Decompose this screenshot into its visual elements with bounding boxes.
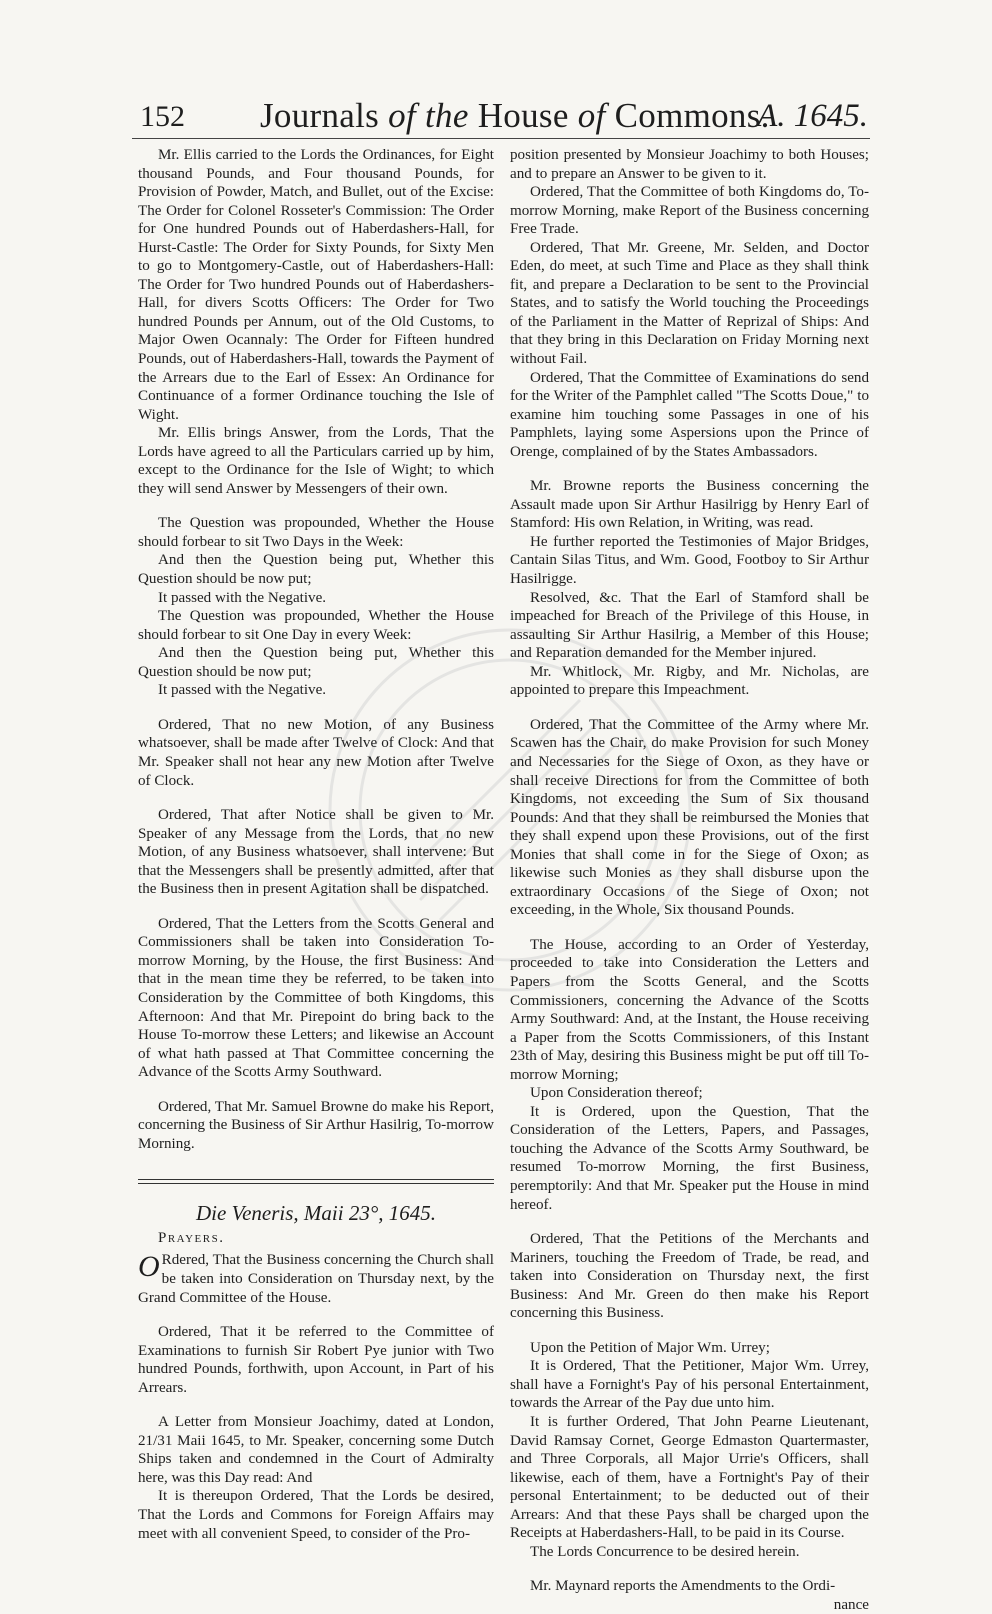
section-divider <box>138 1179 494 1180</box>
entry-paragraph: Resolved, &c. That the Earl of Stamford shall be impeached for Breach of the Privilege of this House, in assaulting Sir Arthur Hasilrig, a Member of this House; and Reparation demanded for the Member injured. <box>510 589 869 662</box>
entry-paragraph: The Lords Concurrence to be desired herein. <box>530 1543 800 1560</box>
title-word-house: House <box>477 96 569 135</box>
entry-paragraph: Mr. Ellis carried to the Lords the Ordinances, for Eight thousand Pounds, and Four thousand Pounds, for Provision of Powder, Match, and Bullet, out of the Excise: The Order for Colonel Rosseter's Commission: The Order for One hundred Pounds out of Haberdashers-Hall, for Hurst-Castle: The Order for Sixty Pounds, for Sixty Men to go to Montgomery-Castle, out of Haberdashers-Hall: The Order for Two hundred Pounds out of Haberdashers-Hall, for divers Scotts Officers: The Order for Two hundred Pounds per Annum, out of the Old Customs, to Major Owen Ocannaly: The Order for Fifteen hundred Pounds, out of Haberdashers-Hall, towards the Payment of the Arrears due to the Earl of Essex: An Ordinance for Continuance of a former Ordinance touching the Isle of Wight. <box>138 147 494 423</box>
entry-paragraph: Ordered, That the Committee of both Kingdoms do, To-morrow Morning, make Report of the Business concerning Free Trade. <box>510 184 869 238</box>
entry-paragraph: Upon Consideration thereof; <box>530 1085 703 1102</box>
entry-paragraph: Ordered, That the Committee of the Army where Mr. Scawen has the Chair, do make Provision for such Money and Necessaries for the Siege of Oxon, as they have or shall receive Directions for from the Committee of both Kingdoms, not exceeding the Sum of Six thousand Pounds: And that they shall be reimbursed the Monies that they shall expend upon these Provisions, out of the first Monies that shall come in for the Siege of Oxon; as likewise such Monies as they shall disburse upon the extraordinary Occasions of the Siege of Oxon; not exceeding, in the Whole, Six thousand Pounds. <box>510 716 869 919</box>
entry-paragraph: Ordered, That Mr. Greene, Mr. Selden, and Doctor Eden, do meet, at such Time and Place as they shall think fit, and prepare a Declaration to be sent to the Provincial States, and to satisfy the World touching the Proceedings of the Parliament in the Matter of Reprizal of Ships: And that they bring in this Declaration on Friday Morning next without Fail. <box>510 239 869 368</box>
entry-paragraph: position presented by Monsieur Joachimy to both Houses; and to prepare an Answer to be given to it. <box>510 147 869 182</box>
entry-paragraph: Ordered, That the Petitions of the Merchants and Mariners, touching the Freedom of Trade, be read, and taken into Consideration on Thursday next, the first Business: And Mr. Green do then make his Report concerning this Business. <box>510 1231 869 1322</box>
running-header <box>132 86 870 139</box>
entry-paragraph: Upon the Petition of Major Wm. Urrey; <box>530 1339 770 1356</box>
journal-title <box>260 96 770 136</box>
prayers-label: Prayers. <box>158 1229 225 1246</box>
title-word-of: of <box>577 96 606 135</box>
entry-paragraph: It passed with the Negative. <box>158 682 327 699</box>
title-word-of-the: of the <box>388 96 469 135</box>
entry-paragraph: Ordered, That the Letters from the Scotts General and Commissioners shall be taken into Consideration To-morrow Morning, by the House, the first Business: And that in the mean time they be referred, to be taken into Consideration by the Committee of both Kingdoms, this Afternoon: And that Mr. Pirepoint do bring back to the House To-morrow these Letters; and likewise an Account of what hath passed at That Committee concerning the Advance of the Scotts Army Southward. <box>138 915 494 1081</box>
title-word-commons: Commons. <box>614 96 770 135</box>
entry-paragraph: Ordered, That no new Motion, of any Business whatsoever, shall be made after Twelve of Clock: And that Mr. Speaker shall not hear any new Motion after Twelve of Clock. <box>138 716 494 789</box>
entry-paragraph: It passed with the Negative. <box>158 589 327 606</box>
title-word-journals: Journals <box>260 96 380 135</box>
entry-paragraph: It is Ordered, That the Petitioner, Major Wm. Urrey, shall have a Fornight's Pay of his personal Entertainment, towards the Arrear of the Pay due unto him. <box>510 1358 869 1412</box>
entry-paragraph: Ordered, That it be referred to the Committee of Examinations to furnish Sir Robert Pye junior with Two hundred Pounds, forthwith, upon Account, in Part of his Arrears. <box>138 1324 494 1396</box>
section-divider <box>138 1183 494 1184</box>
entry-paragraph: Ordered, That Mr. Samuel Browne do make his Report, concerning the Business of Sir Arthur Hasilrig, To-morrow Morning. <box>138 1098 494 1152</box>
entry-paragraph: The Question was propounded, Whether the House should forbear to sit Two Days in the Week: <box>138 515 494 550</box>
entry-paragraph: The House, according to an Order of Yesterday, proceeded to take into Consideration the Letters and Papers from the Scotts General, and the Scotts Commissioners, concerning the Advance of the Scotts Army Southward: And, at the Instant, the House receiving a Paper from the Scotts Commissioners, of this Instant 23th of May, desiring this Business might be put off till To-morrow Morning; <box>510 936 869 1083</box>
entry-paragraph: And then the Question being put, Whether this Question should be now put; <box>138 552 494 588</box>
entry-paragraph: It is thereupon Ordered, That the Lords be desired, That the Lords and Commons for Foreign Affairs may meet with all convenient Speed, to consider of the Pro- <box>138 1488 494 1542</box>
entry-paragraph: Mr. Maynard reports the Amendments to the Ordi- <box>530 1578 836 1595</box>
entry-paragraph: It is further Ordered, That John Pearne Lieutenant, David Ramsay Cornet, George Edmaston Quartermaster, and Three Corporals, all Major Urrie's Officers, shall likewise, each of them, have a Fortnight's Pay of their personal Entertainment; to be deducted out of their Arrears: And that these Pays shall be charged upon the Receipts at Haberdashers-Hall, to be paid in its Course. <box>510 1414 869 1542</box>
entry-paragraph: The Question was propounded, Whether the House should forbear to sit One Day in every Week: <box>138 608 494 643</box>
left-column <box>138 146 494 1543</box>
entry-paragraph: Ordered, That the Committee of Examinations do send for the Writer of the Pamphlet called "The Scotts Doue," to examine him touching some Passages in one of his Pamphlets, laying some Aspersions upon the Prince of Orenge, complained of by the States Ambassadors. <box>510 369 869 460</box>
entry-paragraph: It is Ordered, upon the Question, That the Consideration of the Letters, Papers, and Passages, touching the Advance of the Scotts Army Southward, be resumed To-morrow Morning, the first Business, peremptorily: And that Mr. Speaker put the House in mind hereof. <box>510 1103 869 1213</box>
year-label: A. 1645. <box>757 98 868 134</box>
entry-paragraph <box>138 1251 494 1307</box>
entry-paragraph: And then the Question being put, Whether this Question should be now put; <box>138 645 494 680</box>
day-heading: Die Veneris, Maii 23°, 1645. <box>196 1201 436 1226</box>
catchword: nance <box>833 1596 869 1613</box>
entry-paragraph: Ordered, That after Notice shall be given to Mr. Speaker of any Message from the Lords, that no new Motion, of any Business whatsoever, shall intervene: But that the Messengers shall be presently admitted, after that the Business then in present Agitation shall be dispatched. <box>138 807 494 898</box>
entry-paragraph: He further reported the Testimonies of Major Bridges, Cantain Silas Titus, and Wm. Good, Footboy to Sir Arthur Hasilrigge. <box>510 533 869 588</box>
entry-paragraph: Mr. Ellis brings Answer, from the Lords, That the Lords have agreed to all the Particulars carried up by him, except to the Ordinance for the Isle of Wight; to which they will send Answer by Messengers of their own. <box>138 425 494 497</box>
entry-text: Rdered, That the Business concerning the Church shall be taken into Consideration on Thursday next, by the Grand Committee of the House. <box>138 1252 494 1306</box>
entry-paragraph: Mr. Whitlock, Mr. Rigby, and Mr. Nicholas, are appointed to prepare this Impeachment. <box>510 663 869 699</box>
page-number: 152 <box>140 100 185 133</box>
entry-paragraph: Mr. Browne reports the Business concerning the Assault made upon Sir Arthur Hasilrigg by Henry Earl of Stamford: His own Relation, in Writing, was read. <box>510 478 869 532</box>
drop-cap: O <box>138 1250 160 1284</box>
entry-paragraph: A Letter from Monsieur Joachimy, dated at London, 21/31 Maii 1645, to Mr. Speaker, concerning some Dutch Ships taken and condemned in the Court of Admiralty here, was this Day read: And <box>138 1414 494 1486</box>
right-column <box>510 146 869 1614</box>
